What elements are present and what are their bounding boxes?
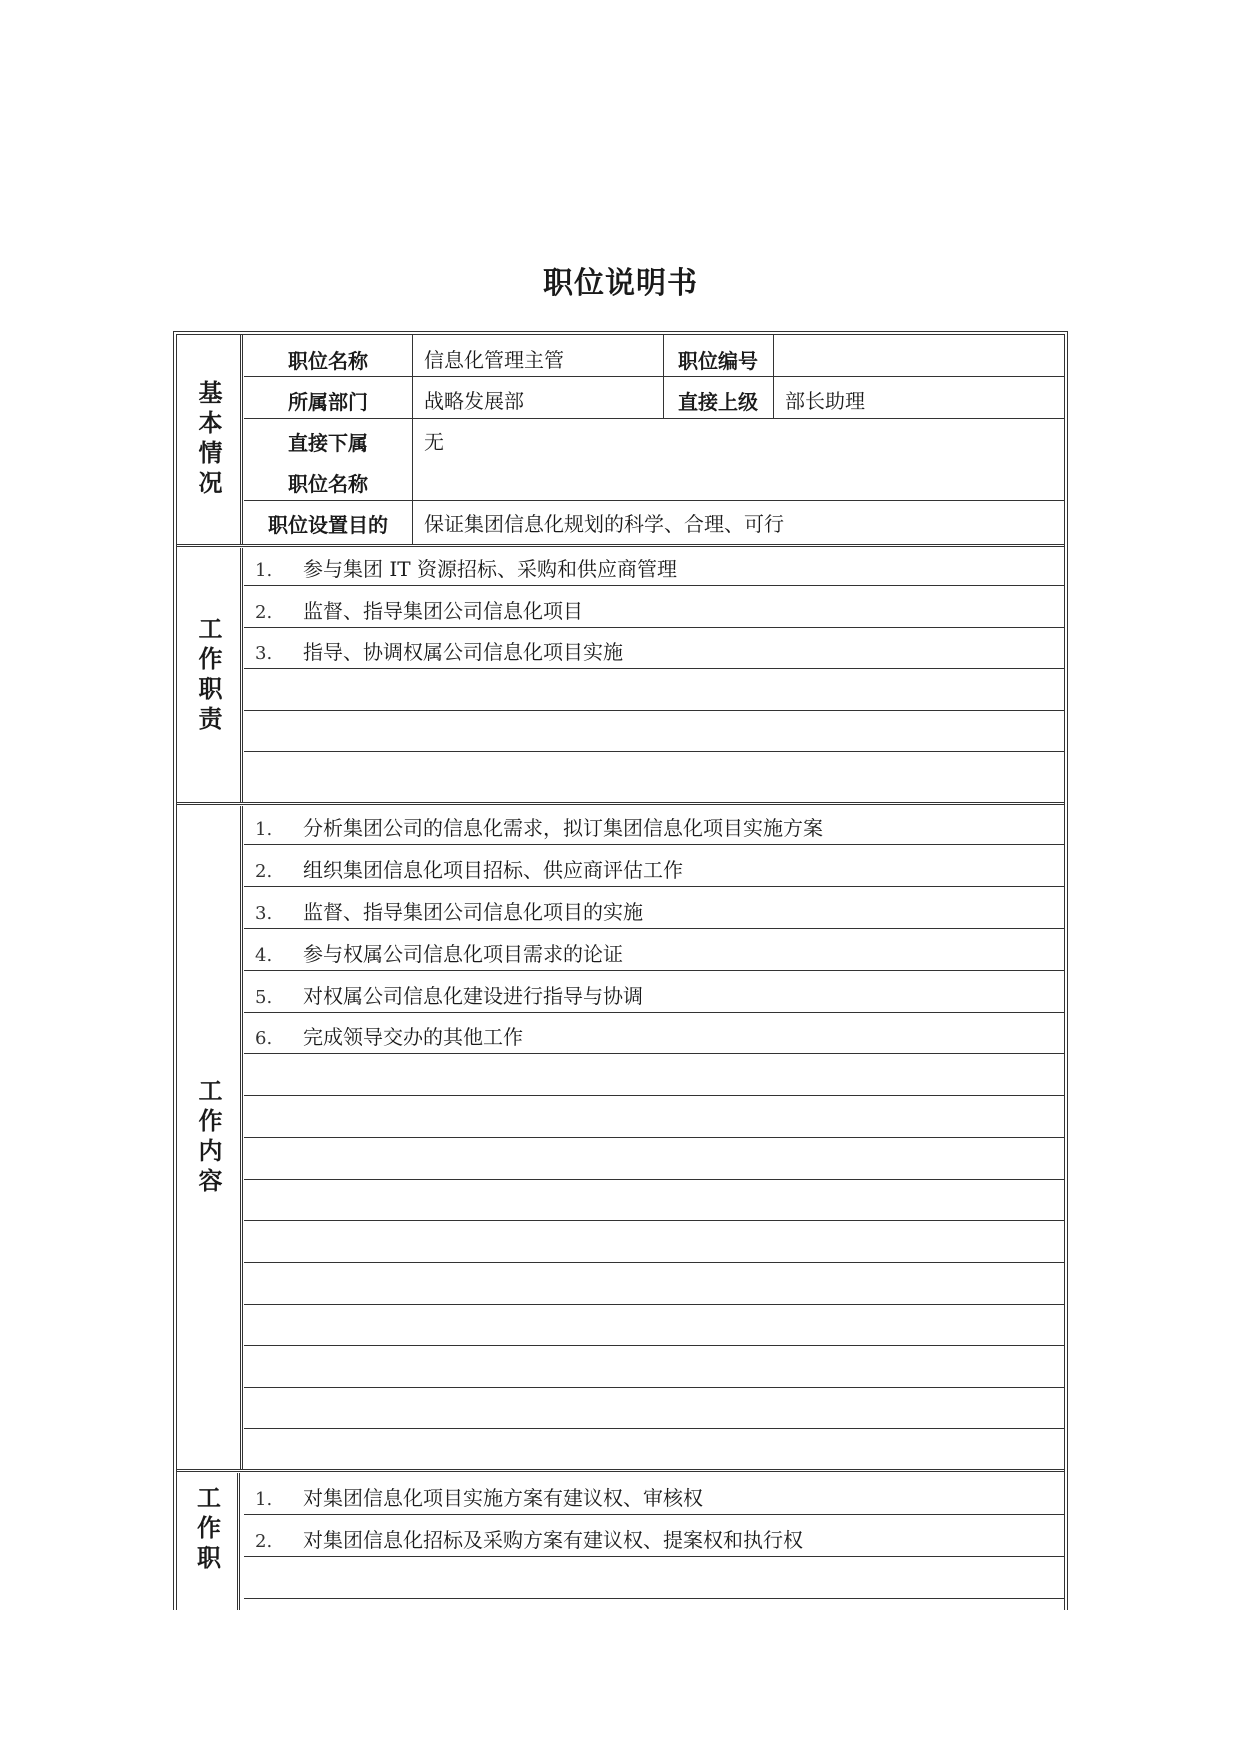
col-divider <box>773 335 774 419</box>
row-divider <box>244 751 1064 752</box>
content-item: 5. 对权属公司信息化建设进行指导与协调 <box>255 984 643 1008</box>
row-divider <box>244 710 1064 711</box>
position-name-label: 职位名称 <box>288 349 368 373</box>
department-value: 战略发展部 <box>424 389 524 413</box>
row-divider <box>244 844 1064 845</box>
content-item: 3. 监督、指导集团公司信息化项目的实施 <box>255 900 643 924</box>
row-divider <box>244 376 1064 377</box>
col-divider <box>412 335 413 545</box>
content-item: 4. 参与权属公司信息化项目需求的论证 <box>255 942 623 966</box>
row-divider <box>244 1556 1064 1557</box>
row-divider <box>244 886 1064 887</box>
row-divider <box>244 1345 1064 1346</box>
row-divider <box>244 668 1064 669</box>
section-label-authority: 工作职 <box>177 1473 240 1610</box>
row-divider <box>244 500 1064 501</box>
row-divider <box>244 1095 1064 1096</box>
row-divider <box>244 928 1064 929</box>
row-divider <box>244 1012 1064 1013</box>
row-divider <box>244 1514 1064 1515</box>
department-label: 所属部门 <box>288 390 368 414</box>
page-title: 职位说明书 <box>543 266 698 301</box>
duty-item: 2. 监督、指导集团公司信息化项目 <box>255 599 583 623</box>
row-divider <box>244 585 1064 586</box>
position-name-value: 信息化管理主管 <box>424 348 564 372</box>
row-divider <box>244 1220 1064 1221</box>
section-label-content: 工作内容 <box>177 806 243 1470</box>
content-item: 6. 完成领导交办的其他工作 <box>255 1025 523 1049</box>
section-divider <box>177 1469 1064 1472</box>
superior-label: 直接上级 <box>678 390 758 414</box>
row-divider <box>244 1179 1064 1180</box>
row-divider <box>244 1262 1064 1263</box>
section-label-basic: 基本情况 <box>177 335 243 545</box>
purpose-value: 保证集团信息化规划的科学、合理、可行 <box>424 512 784 536</box>
row-divider <box>244 418 1064 419</box>
row-divider <box>244 1387 1064 1388</box>
row-divider <box>244 1304 1064 1305</box>
superior-value: 部长助理 <box>785 389 865 413</box>
subordinate-value: 无 <box>424 430 444 454</box>
section-divider <box>177 802 1064 805</box>
position-no-label: 职位编号 <box>678 349 758 373</box>
row-divider <box>244 1598 1064 1599</box>
row-divider <box>244 970 1064 971</box>
duty-item: 3. 指导、协调权属公司信息化项目实施 <box>255 640 623 664</box>
row-divider <box>244 627 1064 628</box>
authority-item: 2. 对集团信息化招标及采购方案有建议权、提案权和执行权 <box>255 1528 803 1552</box>
authority-item: 1. 对集团信息化项目实施方案有建议权、审核权 <box>255 1486 703 1510</box>
subordinate-label-line1: 直接下属 <box>288 431 368 455</box>
row-divider <box>244 1053 1064 1054</box>
content-item: 2. 组织集团信息化项目招标、供应商评估工作 <box>255 858 683 882</box>
subordinate-label-line2: 职位名称 <box>288 472 368 496</box>
row-divider <box>244 1137 1064 1138</box>
section-divider <box>177 544 1064 547</box>
section-label-duties: 工作职责 <box>177 548 243 803</box>
purpose-label: 职位设置目的 <box>268 513 388 537</box>
row-divider <box>244 1428 1064 1429</box>
duty-item: 1. 参与集团 IT 资源招标、采购和供应商管理 <box>255 557 677 581</box>
content-item: 1. 分析集团公司的信息化需求，拟订集团信息化项目实施方案 <box>255 816 823 840</box>
